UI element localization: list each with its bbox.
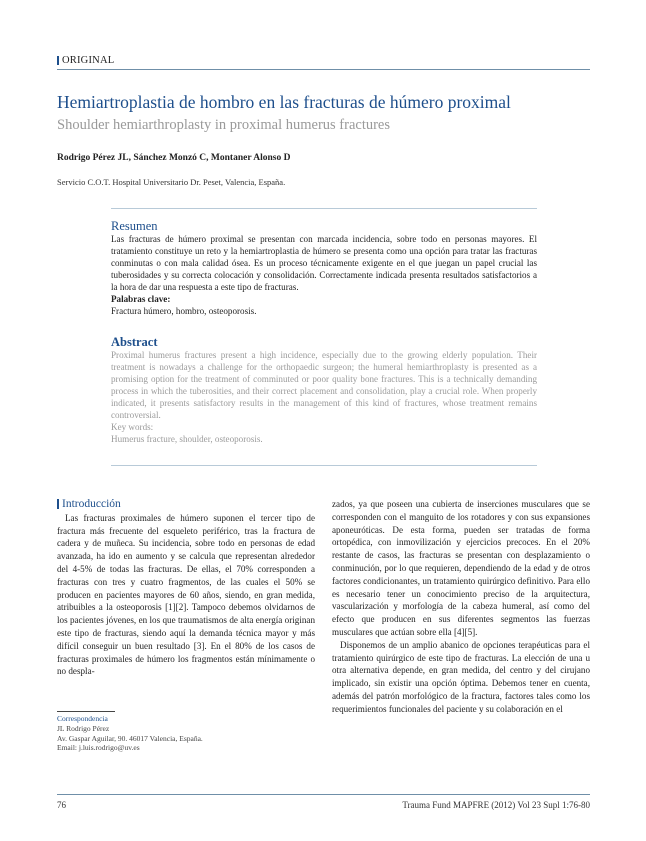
abstract-box-top-rule bbox=[111, 208, 537, 209]
journal-reference: Trauma Fund MAPFRE (2012) Vol 23 Supl 1:76-80 bbox=[402, 800, 590, 810]
body-paragraph: zados, ya que poseen una cubierta de inserciones musculares que se corresponden con el manguito de los rotadores y con sus expansiones aponeuróticas. De esta forma, pueden ser tratadas de forma ortopédica, con inmovilización y ejercicios precoces. En el 20% restante de casos, las fracturas se presentan con desplazamiento o conminución, por lo que requieren, dependiendo de la edad y de otros factores condicionantes, un tratamiento quirúrgico definitivo. Para ello es necesario tener un conocimiento preciso de la arquitectura, vascularización y morfología de la cabeza humeral, así como del efecto que producen en sus diferentes segmentos las fuerzas musculares que actúan sobre ella [4][5]. bbox=[332, 499, 590, 637]
correspondence-block bbox=[57, 714, 203, 753]
introduction-heading bbox=[57, 498, 315, 511]
abstract-heading: Abstract bbox=[111, 335, 158, 349]
footer-divider bbox=[57, 794, 590, 795]
abstract-box-bottom-rule bbox=[111, 465, 537, 466]
section-marker-icon bbox=[57, 56, 59, 65]
correspondence-divider bbox=[57, 711, 115, 712]
abstract-keywords-label: Key words: bbox=[111, 422, 154, 432]
article-title-english: Shoulder hemiarthroplasty in proximal humerus fractures bbox=[57, 117, 391, 133]
resumen-section bbox=[111, 220, 537, 317]
resumen-keywords: Fractura húmero, hombro, osteoporosis. bbox=[111, 306, 257, 316]
section-label bbox=[57, 55, 114, 66]
correspondence-email[interactable]: Email: j.luis.rodrigo@uv.es bbox=[57, 743, 140, 753]
body-column-right bbox=[332, 498, 590, 716]
resumen-keywords-label: Palabras clave: bbox=[111, 294, 171, 304]
authors: Rodrigo Pérez JL, Sánchez Monzó C, Montaner Alonso D bbox=[57, 153, 291, 163]
top-divider bbox=[57, 69, 590, 70]
resumen-heading: Resumen bbox=[111, 219, 158, 233]
correspondence-name: JL Rodrigo Pérez bbox=[57, 723, 110, 733]
introduction-heading-text: Introducción bbox=[62, 498, 121, 510]
affiliation: Servicio C.O.T. Hospital Universitario Dr. Peset, Valencia, España. bbox=[57, 177, 286, 187]
abstract-keywords: Humerus fracture, shoulder, osteoporosis. bbox=[111, 434, 263, 444]
abstract-section bbox=[111, 336, 537, 445]
body-paragraph: Disponemos de un amplio abanico de opciones terapéuticas para el tratamiento quirúrgico de este tipo de fracturas. La elección de una u otra alternativa depende, en gran medida, del centro y del cirujano implicado, sin existir una opción óptima. Debemos tener en cuenta, además del patrón morfológico de la fractura, factores tales como los requerimientos funcionales del paciente y su colaboración en el bbox=[332, 639, 590, 714]
article-title-spanish: Hemiartroplastia de hombro en las fracturas de húmero proximal bbox=[57, 92, 511, 112]
correspondence-title: Correspondencia bbox=[57, 714, 108, 723]
body-paragraph: Las fracturas proximales de húmero suponen el tercer tipo de fractura más frecuente del esqueleto periférico, tras la fractura de cadera y de muñeca. Su incidencia, sobre todo en personas de edad avanzada, ha ido en aumento y se calcula que representan alrededor del 4-5% de todas las fracturas. De ellas, el 70% corresponden a fracturas con tres y cuatro fragmentos, de las cuales el 50% se producen en pacientes mayores de 60 años, siendo, en gran medida, atribuibles a la osteoporosis [1][2]. Tampoco debemos olvidarnos de los pacientes jóvenes, en los que traumatismos de alta energía originan este tipo de fracturas, siendo aquí la demanda técnica mayor y más difícil conseguir un buen resultado [3]. En el 80% de los casos de fracturas proximales de húmero los fragmentos están mínimamente o no despla- bbox=[57, 512, 315, 677]
correspondence-address: Av. Gaspar Aguilar, 90. 46017 Valencia, España. bbox=[57, 733, 203, 743]
page-number: 76 bbox=[57, 800, 66, 810]
resumen-text: Las fracturas de húmero proximal se presentan con marcada incidencia, sobre todo en personas mayores. El tratamiento constituye un reto y la hemiartroplastia de húmero se presenta como una opción para tratar las fracturas conminutas o con mala calidad ósea. Es un proceso técnicamente exigente en el que juegan un papel crucial las tuberosidades y su correcta colocación y consolidación. Correctamente indicada presenta resultados satisfactorios a la hora de dar una respuesta a este tipo de fracturas. bbox=[111, 234, 537, 292]
section-label-text: ORIGINAL bbox=[62, 55, 115, 66]
section-marker-icon bbox=[57, 499, 59, 509]
abstract-text: Proximal humerus fractures present a high incidence, especially due to the growing elderly population. Their treatment is nowadays a challenge for the orthopaedic surgeon; the humeral hemiarthroplasty is presented as a promising option for the treatment of comminuted or poor quality bone fractures. This is a technically demanding process in which the tuberosities, and their correct placement and consolidation, play a crucial role. When properly indicated, it presents satisfactory results in the management of this kind of fractures, whose treatment remains controversial. bbox=[111, 350, 537, 420]
body-column-left bbox=[57, 498, 315, 678]
